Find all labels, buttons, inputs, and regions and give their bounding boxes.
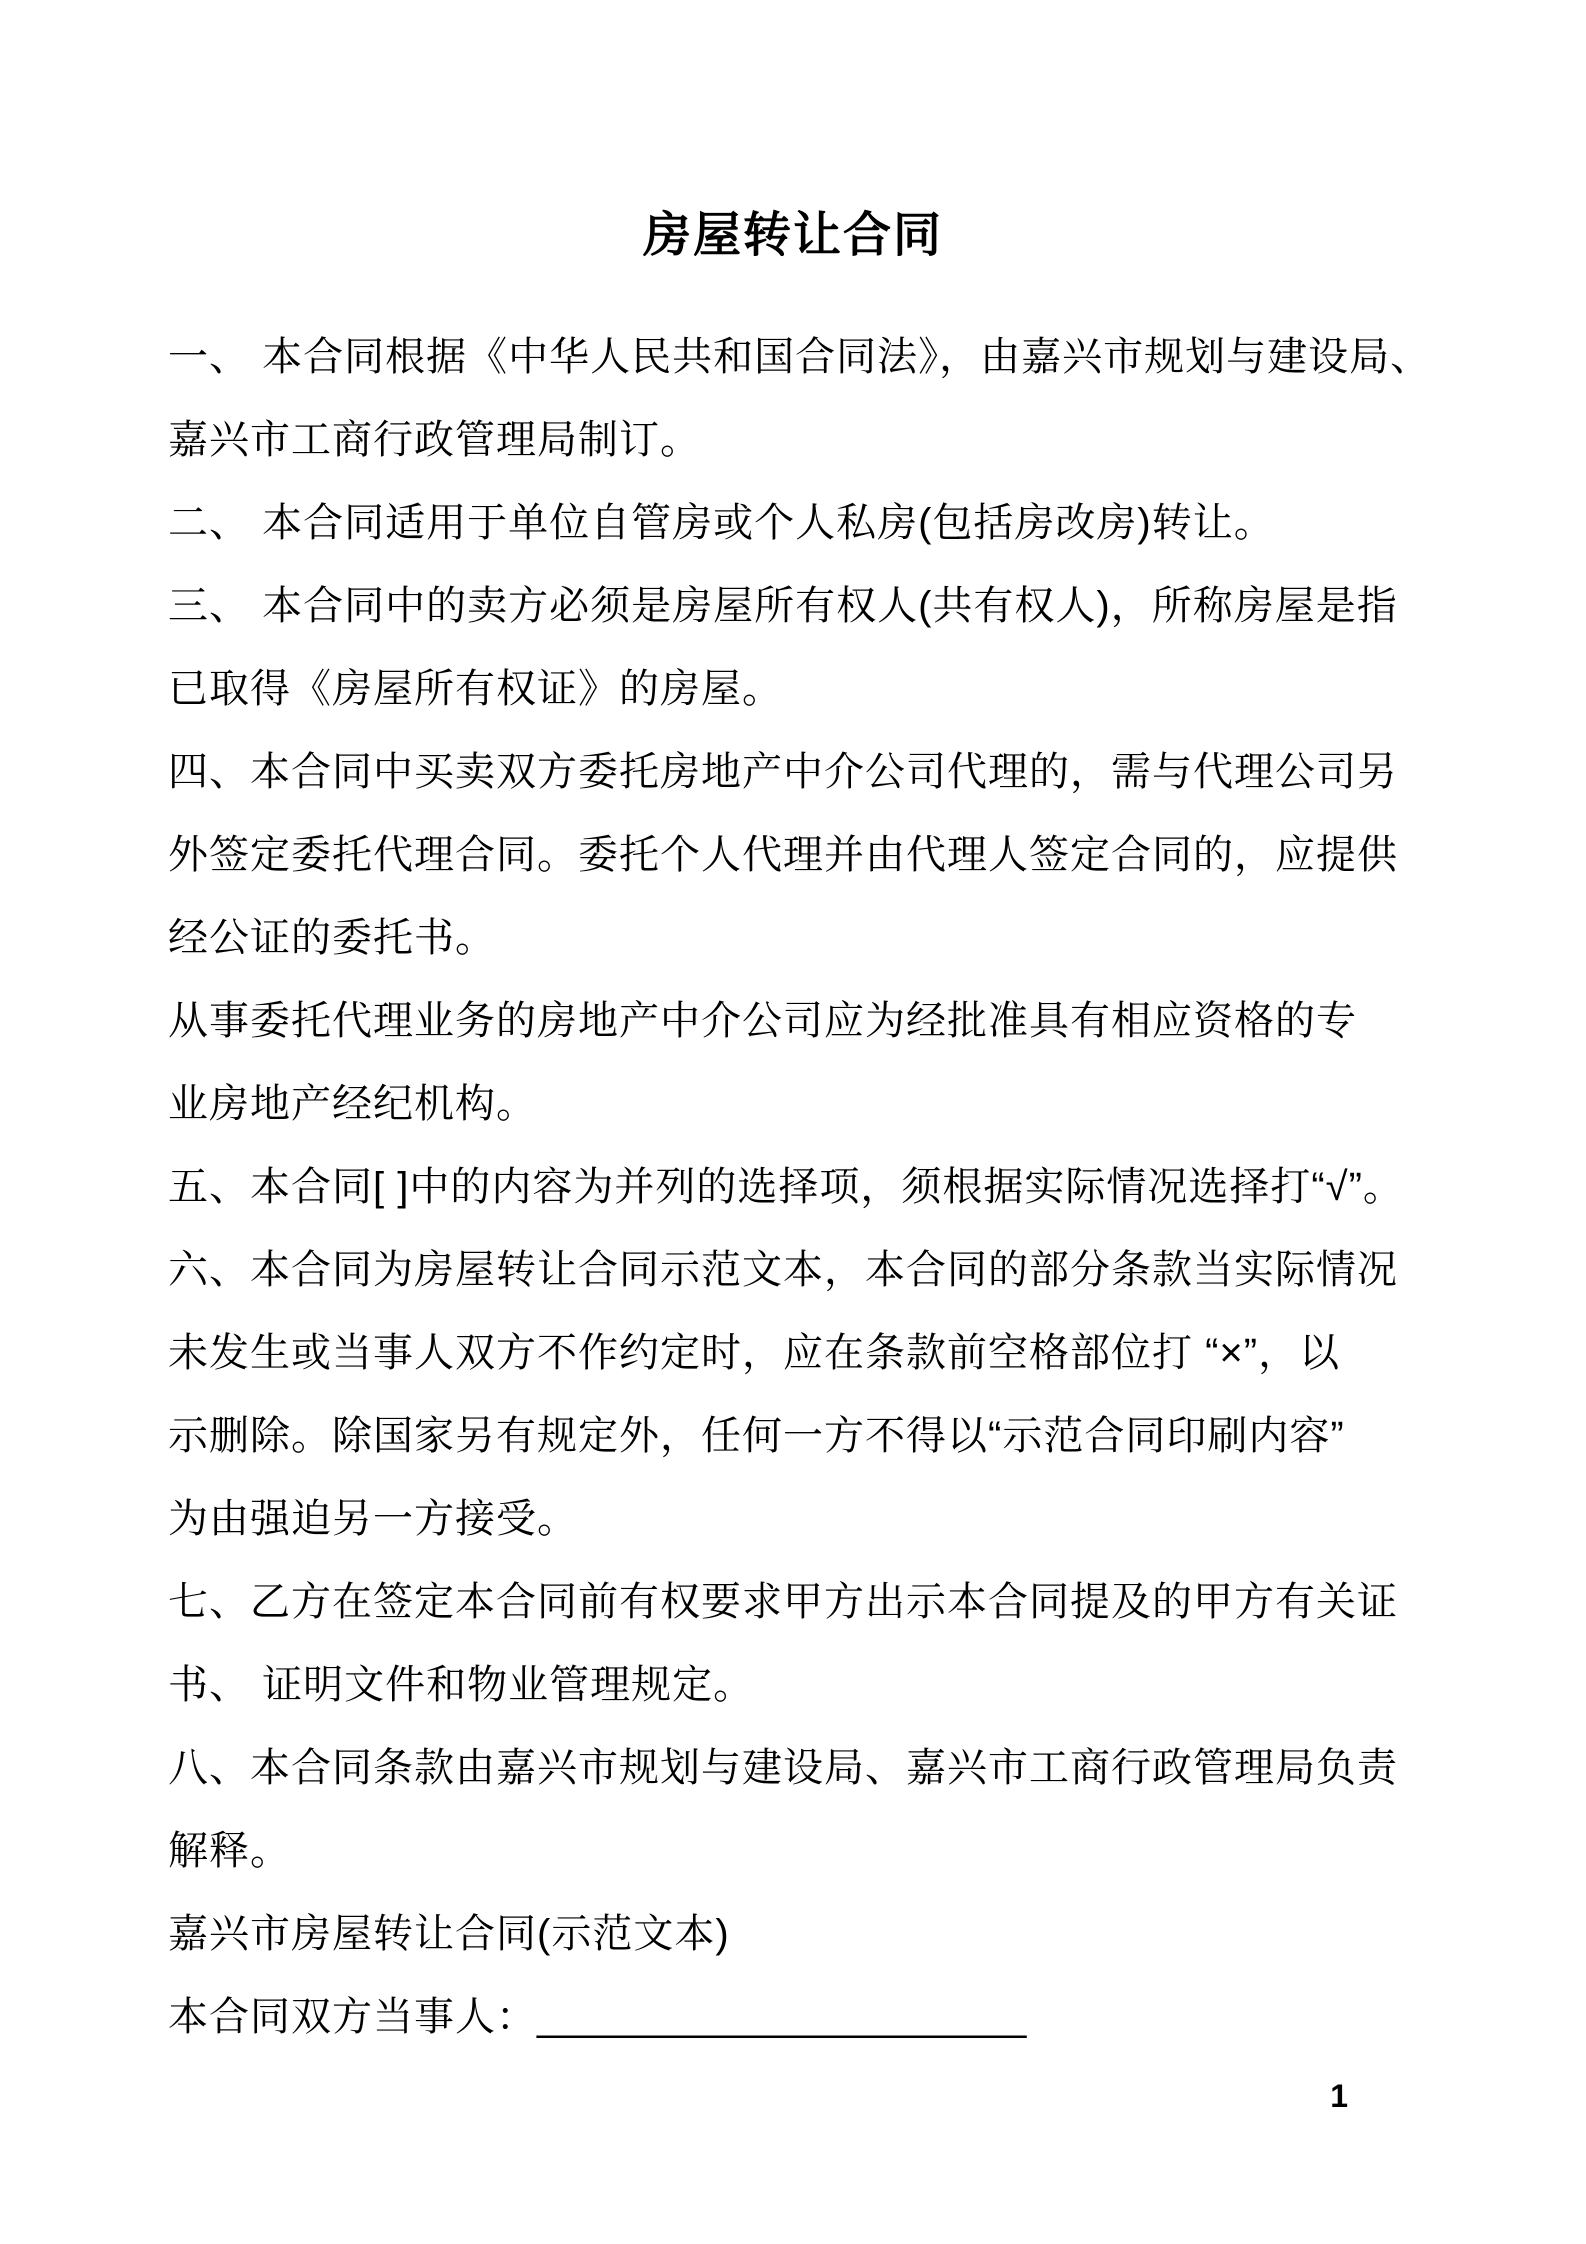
text-line: 六、本合同为房屋转让合同示范文本，本合同的部分条款当实际情况 — [168, 1248, 1398, 1292]
party-label: 本合同双方当事人： — [168, 1995, 537, 2039]
text-line: 一、 本合同根据《中华人民共和国合同法》，由嘉兴市规划与建设局、 — [168, 335, 1432, 379]
text-line: 未发生或当事人双方不作约定时，应在条款前空格部位打 “×”，以 — [168, 1331, 1341, 1375]
text-line: 二、 本合同适用于单位自管房或个人私房(包括房改房)转让。 — [168, 501, 1275, 545]
text-line: 经公证的委托书。 — [168, 916, 496, 960]
text-line: 解释。 — [168, 1829, 291, 1873]
text-line: 三、 本合同中的卖方必须是房屋所有权人(共有权人)，所称房屋是指 — [168, 584, 1398, 628]
text-line: 书、 证明文件和物业管理规定。 — [168, 1663, 755, 1707]
text-line: 为由强迫另一方接受。 — [168, 1497, 578, 1541]
text-line: 嘉兴市房屋转让合同(示范文本) — [168, 1912, 730, 1956]
document-body — [168, 316, 1436, 2059]
text-line: 八、本合同条款由嘉兴市规划与建设局、嘉兴市工商行政管理局负责 — [168, 1746, 1398, 1790]
text-line: 嘉兴市工商行政管理局制订。 — [168, 418, 701, 462]
party-blank: ______________________ — [537, 1995, 1027, 2039]
text-line: 已取得《房屋所有权证》的房屋。 — [168, 667, 783, 711]
text-line: 示删除。除国家另有规定外，任何一方不得以“示范合同印刷内容” — [168, 1414, 1345, 1458]
text-line: 从事委托代理业务的房地产中介公司应为经批准具有相应资格的专 — [168, 999, 1357, 1043]
text-line: 五、本合同[ ]中的内容为并列的选择项，须根据实际情况选择打“√”。 — [168, 1165, 1404, 1209]
text-line: 外签定委托代理合同。委托个人代理并由代理人签定合同的，应提供 — [168, 833, 1398, 877]
text-line: 业房地产经纪机构。 — [168, 1082, 537, 1126]
text-line: 四、本合同中买卖双方委托房地产中介公司代理的，需与代理公司另 — [168, 750, 1398, 794]
page-title: 房屋转让合同 — [642, 209, 943, 262]
page-number: 1 — [1330, 2078, 1348, 2114]
text-line: 七、乙方在签定本合同前有权要求甲方出示本合同提及的甲方有关证 — [168, 1580, 1398, 1624]
party-line — [168, 1976, 1436, 2059]
